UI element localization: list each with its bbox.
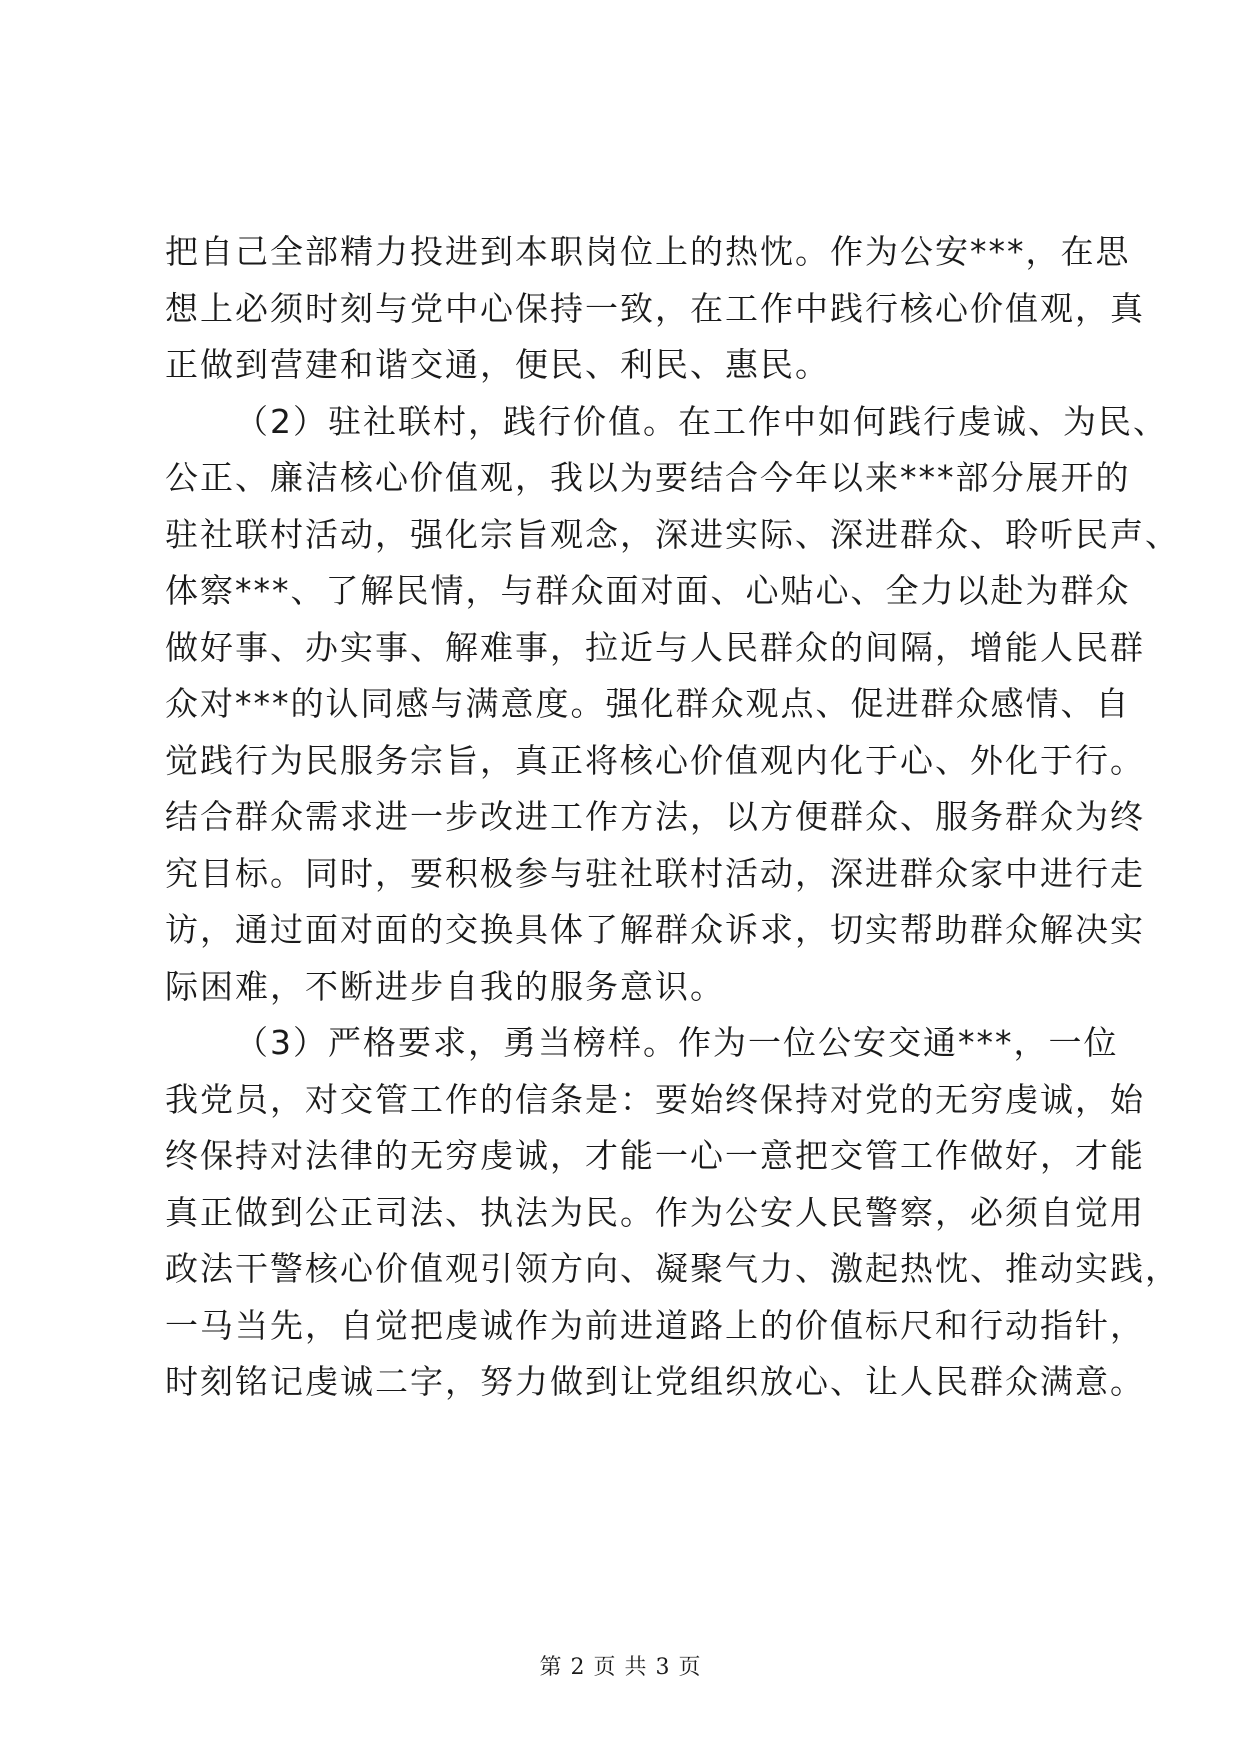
text-line: 终保持对法律的无穷虔诚，才能一心一意把交管工作做好，才能 xyxy=(165,1136,1145,1175)
text-line: （3）严格要求，勇当榜样。作为一位公安交通***，一位 xyxy=(235,1023,1119,1062)
page-footer: 第 2 页 共 3 页 xyxy=(539,1655,702,1680)
text-line: 觉践行为民服务宗旨，真正将核心价值观内化于心、外化于行。 xyxy=(165,740,1145,780)
text-line: 驻社联村活动，强化宗旨观念，深进实际、深进群众、聆听民声、 xyxy=(165,514,1180,554)
text-line: 做好事、办实事、解难事，拉近与人民群众的间隔，增能人民群 xyxy=(165,627,1145,667)
text-line: 想上必须时刻与党中心保持一致，在工作中践行核心价值观，真 xyxy=(165,288,1145,328)
text-line: 真正做到公正司法、执法为民。作为公安人民警察，必须自觉用 xyxy=(165,1192,1145,1232)
text-line: 究目标。同时，要积极参与驻社联村活动，深进群众家中进行走 xyxy=(165,853,1145,893)
text-line: 结合群众需求进一步改进工作方法，以方便群众、服务群众为终 xyxy=(165,797,1145,836)
text-line: 正做到营建和谐交通，便民、利民、惠民。 xyxy=(165,345,830,384)
text-line: 把自己全部精力投进到本职岗位上的热忱。作为公安***，在思 xyxy=(165,232,1131,271)
text-line: 访，通过面对面的交换具体了解群众诉求，切实帮助群众解决实 xyxy=(165,910,1145,949)
text-line: 政法干警核心价值观引领方向、凝聚气力、激起热忱、推动实践， xyxy=(165,1249,1180,1288)
text-line: 公正、廉洁核心价值观，我以为要结合今年以来***部分展开的 xyxy=(165,458,1131,497)
document-body xyxy=(165,224,1180,1411)
text-line: 际困难，不断进步自我的服务意识。 xyxy=(165,966,725,1006)
text-line: （2）驻社联村，践行价值。在工作中如何践行虔诚、为民、 xyxy=(235,401,1168,441)
text-line: 一马当先，自觉把虔诚作为前进道路上的价值标尺和行动指针， xyxy=(165,1305,1145,1345)
text-line: 众对***的认同感与满意度。强化群众观点、促进群众感情、自 xyxy=(165,684,1131,723)
text-line: 我党员，对交管工作的信条是：要始终保持对党的无穷虔诚，始 xyxy=(165,1079,1145,1119)
text-line: 时刻铭记虔诚二字，努力做到让党组织放心、让人民群众满意。 xyxy=(165,1362,1145,1401)
text-line: 体察***、了解民情，与群众面对面、心贴心、全力以赴为群众 xyxy=(165,571,1131,610)
